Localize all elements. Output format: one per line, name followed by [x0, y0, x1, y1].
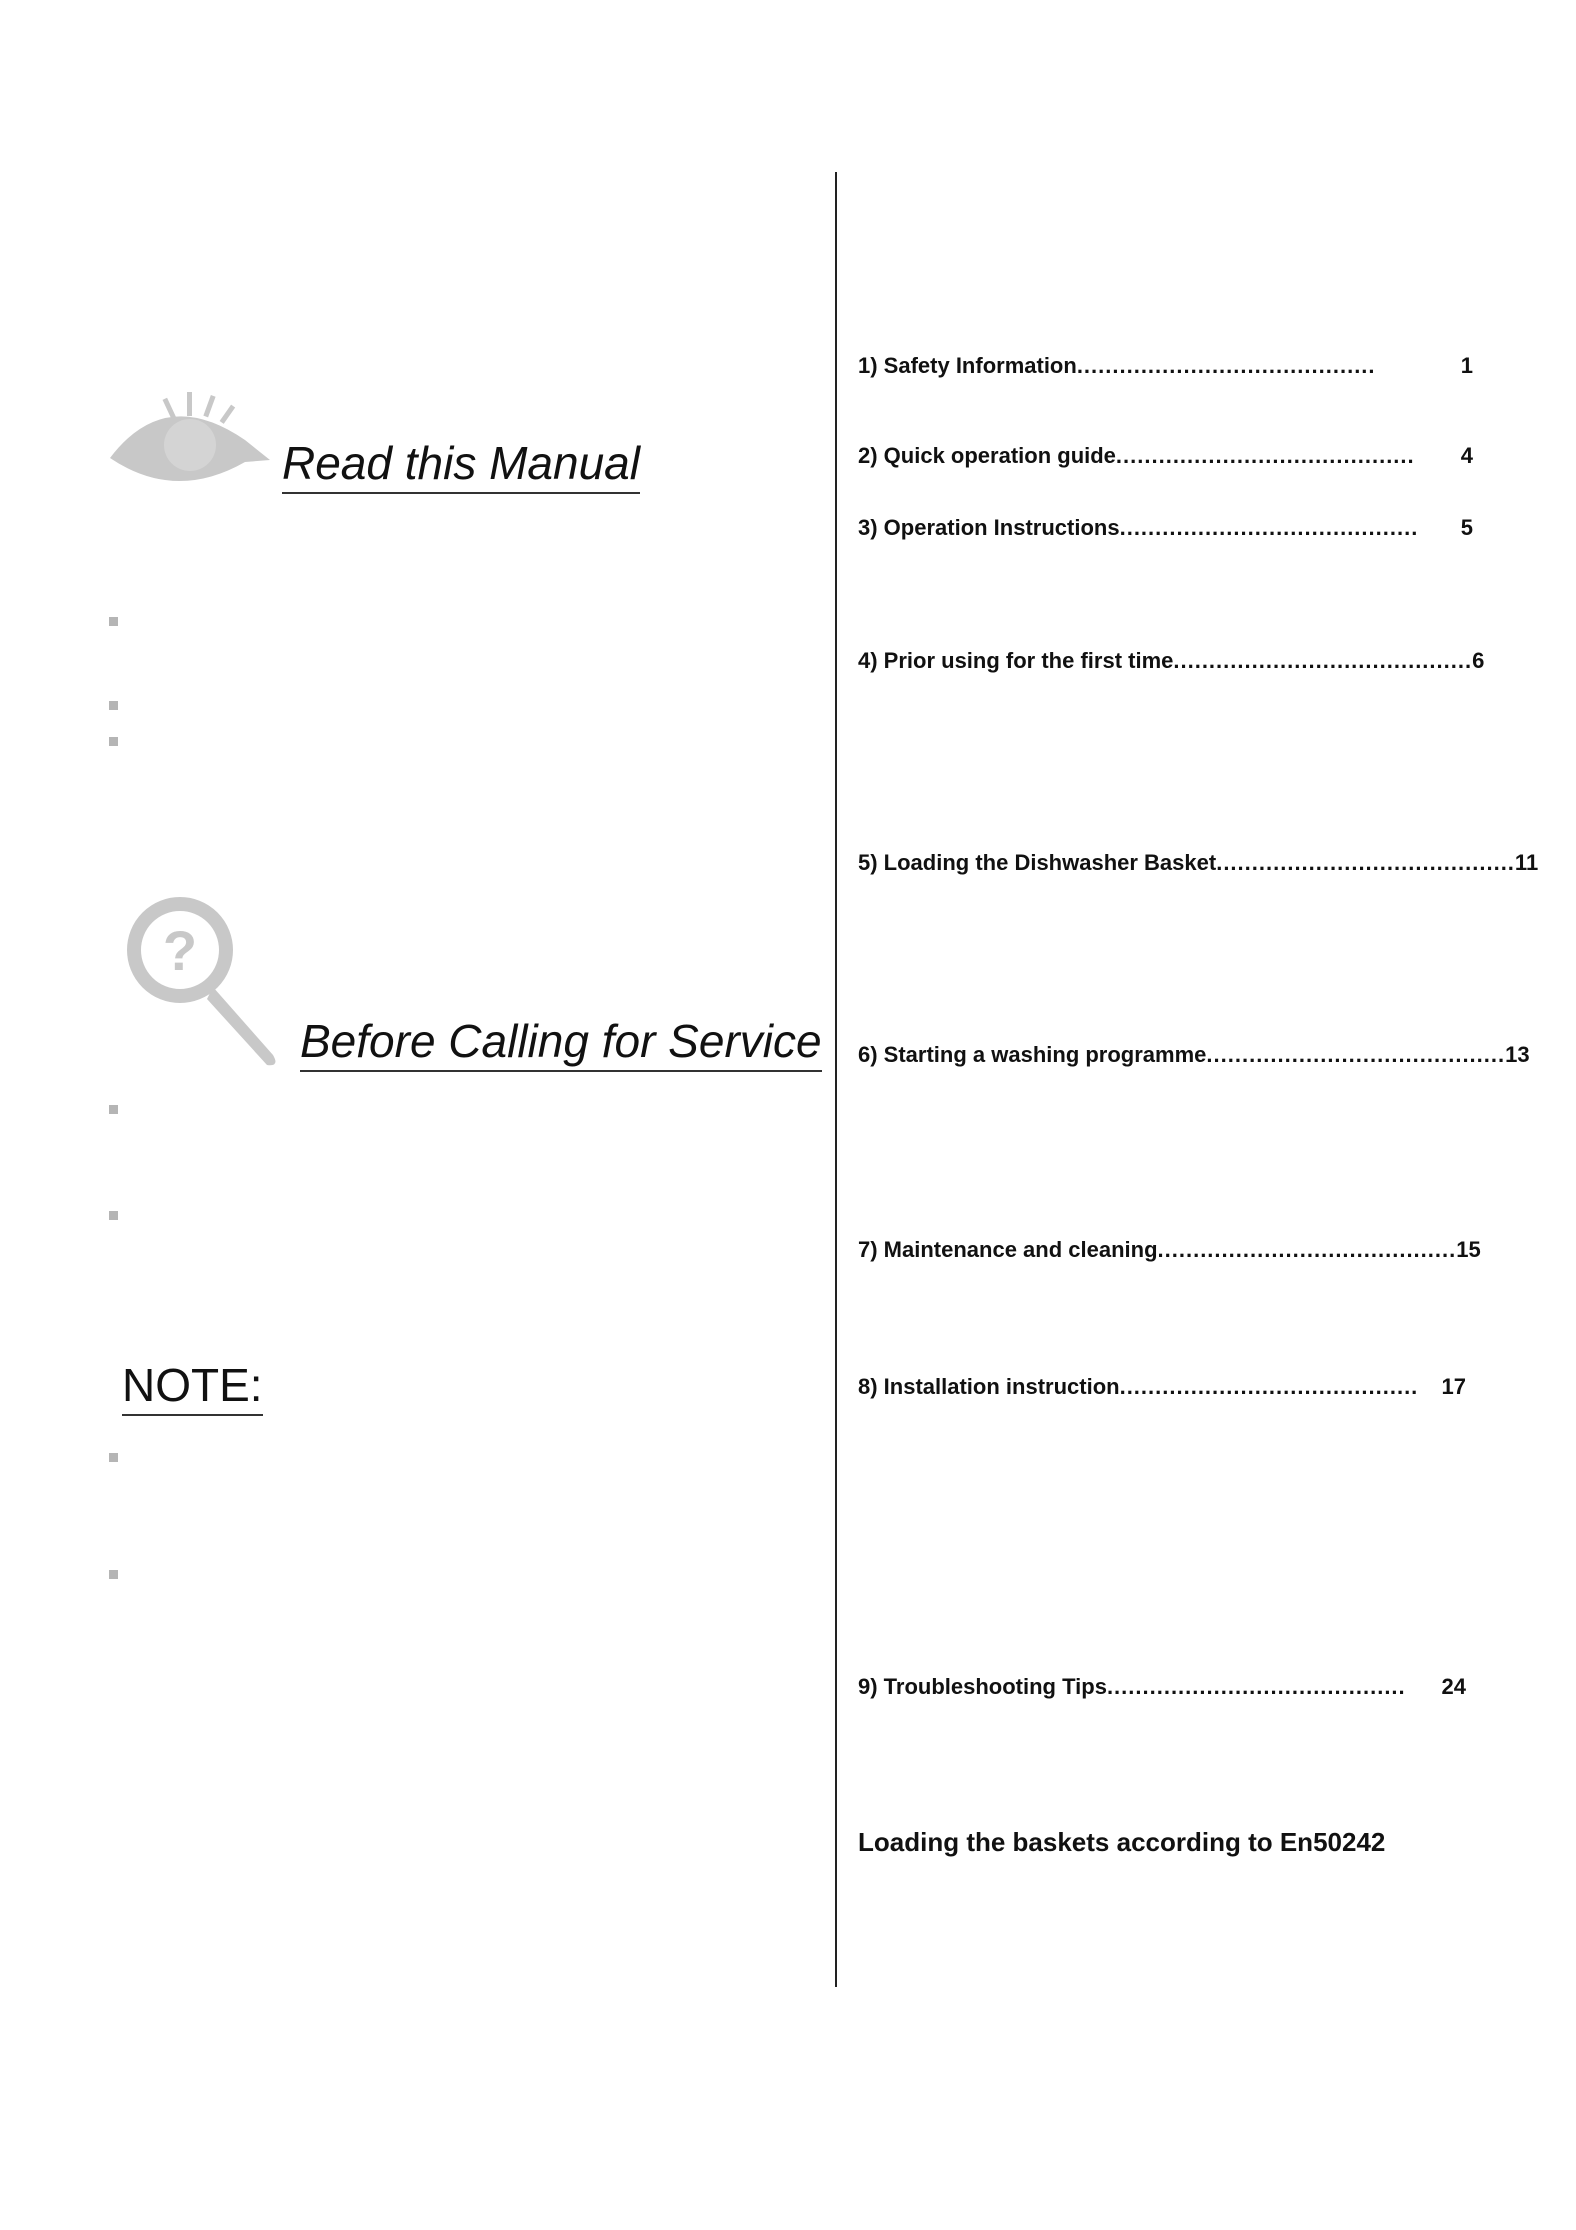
toc-title: 9) Troubleshooting Tips [858, 1674, 1107, 1699]
toc-page: 24 [1441, 1674, 1466, 1699]
toc-item-troubleshooting-tips[interactable] [858, 1674, 1466, 1700]
bullet-marker [109, 1211, 118, 1220]
toc-title: 6) Starting a washing programme [858, 1042, 1207, 1067]
toc-item-prior-using-first-time[interactable] [858, 648, 1485, 674]
toc-footer-en50242: Loading the baskets according to En50242 [858, 1827, 1386, 1857]
toc-item-maintenance-cleaning[interactable] [858, 1237, 1481, 1263]
toc-title: 7) Maintenance and cleaning [858, 1237, 1158, 1262]
bullet-marker [109, 1570, 118, 1579]
read-manual-heading: Read this Manual [282, 440, 640, 494]
toc-page: 13 [1505, 1042, 1530, 1067]
bullet-marker [109, 1105, 118, 1114]
toc-item-operation-instructions[interactable] [858, 515, 1473, 541]
bullet-marker [109, 737, 118, 746]
toc-page: 4 [1460, 443, 1473, 468]
toc-leader: .......................................... [1076, 353, 1376, 378]
bullet-marker [109, 617, 118, 626]
toc-leader: .......................................... [1216, 850, 1515, 875]
toc-leader: .......................................... [1115, 443, 1415, 468]
toc-leader: .......................................... [1119, 1374, 1419, 1399]
toc-item-starting-washing-programme[interactable] [858, 1042, 1530, 1068]
toc-item-safety-information[interactable] [858, 353, 1473, 379]
bullet-marker [109, 1453, 118, 1462]
before-service-heading: Before Calling for Service [300, 1018, 822, 1072]
toc-title: 8) Installation instruction [858, 1374, 1120, 1399]
toc-item-installation-instruction[interactable] [858, 1374, 1466, 1400]
toc-page: 1 [1460, 353, 1473, 378]
column-divider [835, 172, 837, 1987]
toc-page: 6 [1472, 648, 1485, 673]
toc-leader: .......................................... [1119, 515, 1419, 540]
toc-leader: .......................................... [1157, 1237, 1457, 1262]
toc-item-loading-dishwasher-basket[interactable] [858, 850, 1539, 876]
toc-title: 4) Prior using for the first time [858, 648, 1174, 673]
svg-text:?: ? [162, 919, 198, 982]
bullet-marker [109, 701, 118, 710]
toc-title: 3) Operation Instructions [858, 515, 1120, 540]
toc-leader: .......................................... [1206, 1042, 1506, 1067]
toc-page: 11 [1514, 850, 1539, 875]
note-heading: NOTE: [122, 1362, 263, 1416]
toc-item-quick-operation-guide[interactable] [858, 443, 1473, 469]
toc-leader: .......................................... [1173, 648, 1473, 673]
toc-title: 5) Loading the Dishwasher Basket [858, 850, 1217, 875]
toc-leader: .......................................... [1106, 1674, 1406, 1699]
magnifier-question-icon [125, 895, 285, 1070]
toc-title: 2) Quick operation guide [858, 443, 1116, 468]
toc-page: 5 [1460, 515, 1473, 540]
eye-icon [105, 390, 275, 500]
toc-page: 15 [1456, 1237, 1481, 1262]
toc-title: 1) Safety Information [858, 353, 1077, 378]
toc-page: 17 [1441, 1374, 1466, 1399]
